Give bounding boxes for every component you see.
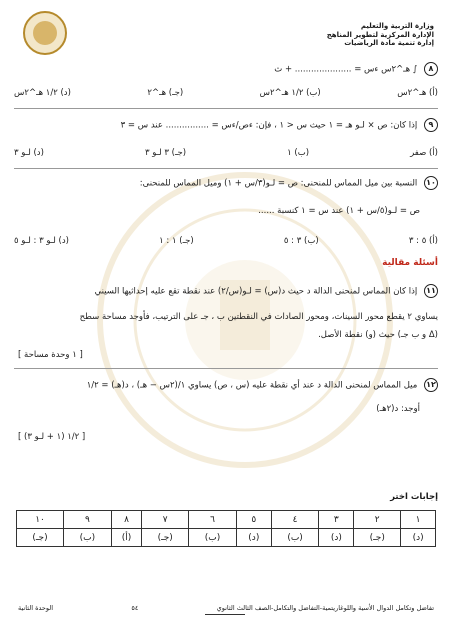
option-d[interactable]: (د) ١/٢ هـ^٢س [14, 88, 71, 98]
question-10-line2: ص = لـو(٥/س + ١) عند س = ١ كنسبة ...... [258, 206, 420, 216]
option-a[interactable]: (أ) صفر [410, 148, 438, 158]
answers-values-row [17, 529, 436, 547]
answers-numbers-row [17, 511, 436, 529]
answer-value: (جـ) [17, 529, 64, 547]
answers-table [16, 510, 436, 547]
option-a[interactable]: (أ) هـ^٢س [397, 88, 438, 98]
option-a[interactable]: (أ) ٥ : ٣ [408, 236, 438, 246]
answer-value: (أ) [111, 529, 141, 547]
answer-number: ٥ [236, 511, 271, 529]
question-text: ميل المماس لمنحنى الدالة د عند أي نقطة عليه (س ، ص) يساوي ١/(٢س − هـ) ، د(هـ) = ١/٢ [86, 380, 418, 391]
answer-number: ٢ [354, 511, 401, 529]
page-number-underline [205, 614, 245, 615]
answer-number: ٨ [111, 511, 141, 529]
answer-number: ٤ [271, 511, 319, 529]
option-b[interactable]: (ب) ١/٢ هـ^٢س [259, 88, 321, 98]
option-d[interactable]: (د) لـو ٣ : لـو ٥ [14, 236, 69, 246]
answer-value: (ب) [189, 529, 237, 547]
question-8 [274, 62, 438, 76]
question-12 [87, 378, 438, 392]
question-10-options [14, 236, 438, 246]
answer-value: (ب) [271, 529, 319, 547]
footer-unit: الوحدة الثانية [18, 604, 54, 612]
footer-page-number: ٥٤ [131, 604, 139, 612]
option-b[interactable]: (ب) ٣ : ٥ [283, 236, 319, 246]
question-number: ١٢ [424, 378, 438, 392]
answer-number: ٣ [319, 511, 354, 529]
option-b[interactable]: (ب) ١ [287, 148, 310, 158]
question-9-options [14, 148, 438, 158]
answer-value: (د) [319, 529, 354, 547]
divider [14, 108, 438, 109]
option-c[interactable]: (جـ) ١ : ١ [159, 236, 194, 246]
answer-value: (جـ) [142, 529, 189, 547]
question-text: ∫ هـ^٢س ءس = ..................... + ث [274, 64, 418, 75]
question-9 [121, 118, 438, 132]
question-text: إذا كان المماس لمنحنى الدالة د حيث د(س) = لـو(س/٢) عند نقطة تقع عليه إحداثيها السيني [94, 286, 418, 297]
answer-number: ٧ [142, 511, 189, 529]
question-number: ١١ [424, 284, 438, 298]
question-number: ٨ [424, 62, 438, 76]
question-11-line2: يساوي ٢ يقطع محور السينات، ومحور الصادات في النقطتين ب ، جـ على الترتيب، فأوجد مساحة سطح [79, 312, 438, 322]
question-8-options [14, 88, 438, 98]
footer-course: تفاضل وتكامل الدوال الأسية واللوغاريتمية-التفاضل والتكامل-الصف الثالث الثانوي [216, 604, 434, 612]
section-title: أسئلة مقالية [382, 258, 438, 268]
header-dept: الإدارة المركزية لتطوير المناهج [326, 30, 434, 39]
question-number: ٩ [424, 118, 438, 132]
answer-number: ١ [401, 511, 436, 529]
question-number: ١٠ [424, 176, 438, 190]
question-12-line2: أوجد: د(٢هـ) [376, 404, 420, 414]
option-c[interactable]: (جـ) هـ^٢ [147, 88, 184, 98]
header-ministry: وزارة التربية والتعليم [360, 22, 434, 30]
question-11-line3: (Δ و ب جـ) حيث (و) نقطة الأصل. [318, 330, 438, 340]
ministry-logo [22, 10, 68, 56]
question-text: إذا كان: ص × لـو هـ = ١ حيث س < ١ ، فإن: ءص/ءس = ................ عند س = ٣ [120, 120, 418, 131]
header-subdept: إدارة تنمية مادة الرياضيات [344, 39, 434, 47]
answer-number: ١٠ [17, 511, 64, 529]
question-11-answer: [ ١ وحدة مساحة ] [18, 350, 83, 360]
divider [14, 168, 438, 169]
answer-value: (جـ) [354, 529, 401, 547]
answer-number: ٦ [189, 511, 237, 529]
answer-value: (د) [401, 529, 436, 547]
answer-value: (ب) [64, 529, 112, 547]
question-text: النسبة بين ميل المماس للمنحنى: ص = لـو(٣/س + ١) وميل المماس للمنحنى: [139, 178, 418, 189]
footer [18, 604, 434, 612]
option-c[interactable]: (جـ) ٣ لـو ٣ [144, 148, 187, 158]
question-10 [140, 176, 438, 190]
option-d[interactable]: (د) لـو ٣ [14, 148, 44, 158]
answer-number: ٩ [64, 511, 112, 529]
answer-value: (د) [236, 529, 271, 547]
divider [14, 368, 438, 369]
question-11 [95, 284, 438, 298]
answers-title: إجابات اختر [390, 492, 438, 502]
question-12-answer: [ ١/٢ (١ + لـو ٣) ] [18, 432, 86, 442]
header [327, 22, 434, 48]
